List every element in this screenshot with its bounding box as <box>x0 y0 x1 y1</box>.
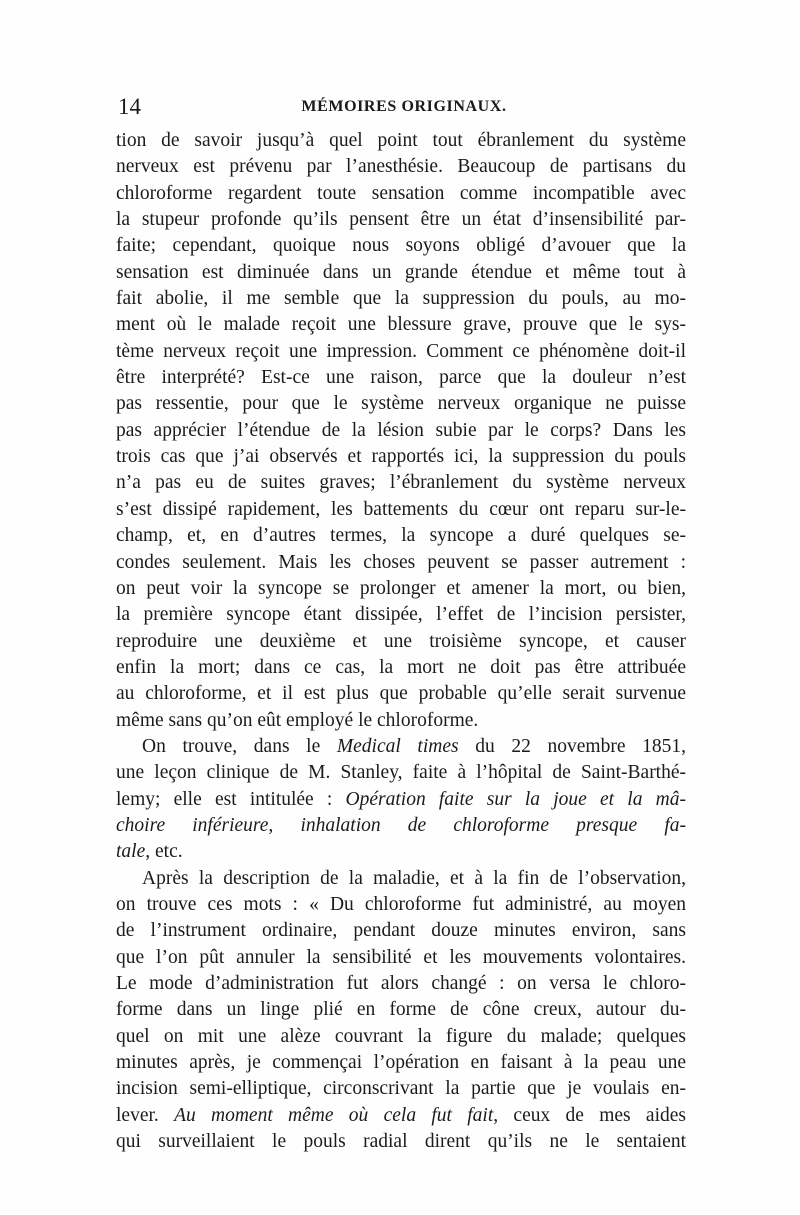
text-line: minutes après, je commençai l’opération en faisant à la peau une <box>116 1052 686 1074</box>
text-line: pas apprécier l’étendue de la lésion subie par le corps? Dans les <box>116 419 686 441</box>
text-line: chloroforme regardent toute sensation comme incompatible avec <box>116 182 686 204</box>
text-line: reproduire une deuxième et une troisième syncope, et causer <box>116 630 686 652</box>
paragraph-medical-times <box>116 734 686 866</box>
text-line: sensation est diminuée dans un grande étendue et même tout à <box>116 261 686 283</box>
text-line: que l’on pût annuler la sensibilité et les mouvements volontaires. <box>116 946 686 968</box>
lecture-title: Opération faite sur la joue et la mâ- <box>345 788 686 810</box>
text-line: trois cas que j’ai observés et rapportés ici, la suppression du pouls <box>116 446 686 468</box>
text-line: au chloroforme, et il est plus que probable qu’elle serait survenue <box>116 683 686 705</box>
text-line: tion de savoir jusqu’à quel point tout ébranlement du système <box>116 130 686 151</box>
text-run: , ceux de mes aides <box>493 1104 686 1126</box>
lecture-title: choire inférieure, inhalation de chloroforme presque fa- <box>116 814 686 836</box>
text-line: de l’instrument ordinaire, pendant douze minutes environ, sans <box>116 920 686 942</box>
text-line: pas ressentie, pour que le système nerveux organique ne puisse <box>116 393 686 415</box>
text-line: Après la description de la maladie, et à la fin de l’observation, <box>142 867 686 889</box>
text-line <box>116 839 686 865</box>
text-line: faite; cependant, quoique nous soyons obligé d’avouer que la <box>116 235 686 257</box>
text-line: champ, et, en d’autres termes, la syncope a duré quelques se- <box>116 525 686 547</box>
text-run: lemy; elle est intitulée : <box>116 788 346 810</box>
text-line: fait abolie, il me semble que la suppression du pouls, au mo- <box>116 288 686 310</box>
text-line: nerveux est prévenu par l’anesthésie. Beaucoup de partisans du <box>116 156 686 178</box>
text-run: lever. <box>116 1104 175 1126</box>
text-run: , etc. <box>145 841 183 863</box>
page-header-title: MÉMOIRES ORIGINAUX. <box>301 98 507 115</box>
text-line: forme dans un linge plié en forme de cône creux, autour du- <box>116 999 686 1021</box>
page-number: 14 <box>118 94 141 119</box>
text-line: on trouve ces mots : « Du chloroforme fut administré, au moyen <box>116 893 686 915</box>
paragraph-continued <box>116 128 686 734</box>
text-line: Le mode d’administration fut alors changé : on versa le chloro- <box>116 973 686 994</box>
text-line <box>116 1103 686 1129</box>
text-line: même sans qu’on eût employé le chloroforme. <box>116 709 479 731</box>
journal-title: Medical times <box>336 735 459 757</box>
text-line: la stupeur profonde qu’ils pensent être un état d’insensibilité par- <box>116 209 686 231</box>
text-line: tème nerveux reçoit une impression. Comment ce phénomène doit-il <box>116 340 686 362</box>
running-head <box>118 92 690 122</box>
text-run: On trouve, dans le <box>142 735 337 757</box>
text-line: être interprété? Est-ce une raison, parce que la douleur n’est <box>116 367 686 389</box>
text-line: ment où le malade reçoit une blessure grave, prouve que le sys- <box>116 314 686 336</box>
text-line: condes seulement. Mais les choses peuvent se passer autrement : <box>116 551 686 573</box>
text-line: on peut voir la syncope se prolonger et amener la mort, ou bien, <box>116 577 686 599</box>
text-line: la première syncope étant dissipée, l’effet de l’incision persister, <box>116 604 686 626</box>
text-line: s’est dissipé rapidement, les battements du cœur ont reparu sur-le- <box>116 498 686 520</box>
text-line <box>116 734 686 760</box>
text-run: du 22 novembre 1851, <box>458 735 686 757</box>
text-line: une leçon clinique de M. Stanley, faite à l’hôpital de Saint-Barthé- <box>116 762 686 784</box>
body-text <box>116 128 686 1155</box>
text-line: quel on mit une alèze couvrant la figure du malade; quelques <box>116 1025 686 1047</box>
text-line: enfin la mort; dans ce cas, la mort ne doit pas être attribuée <box>116 656 686 678</box>
lecture-title: tale <box>116 841 146 863</box>
text-line: qui surveillaient le pouls radial dirent qu’ils ne le sentaient <box>116 1131 686 1153</box>
text-line: incision semi-elliptique, circonscrivant la partie que je voulais en- <box>116 1078 686 1100</box>
text-line <box>116 813 686 839</box>
text-line <box>116 787 686 813</box>
text-line: n’a pas eu de suites graves; l’ébranlement du système nerveux <box>116 472 686 494</box>
quoted-emphasis: Au moment même où cela fut fait <box>174 1104 494 1126</box>
paragraph-observation <box>116 866 686 1156</box>
